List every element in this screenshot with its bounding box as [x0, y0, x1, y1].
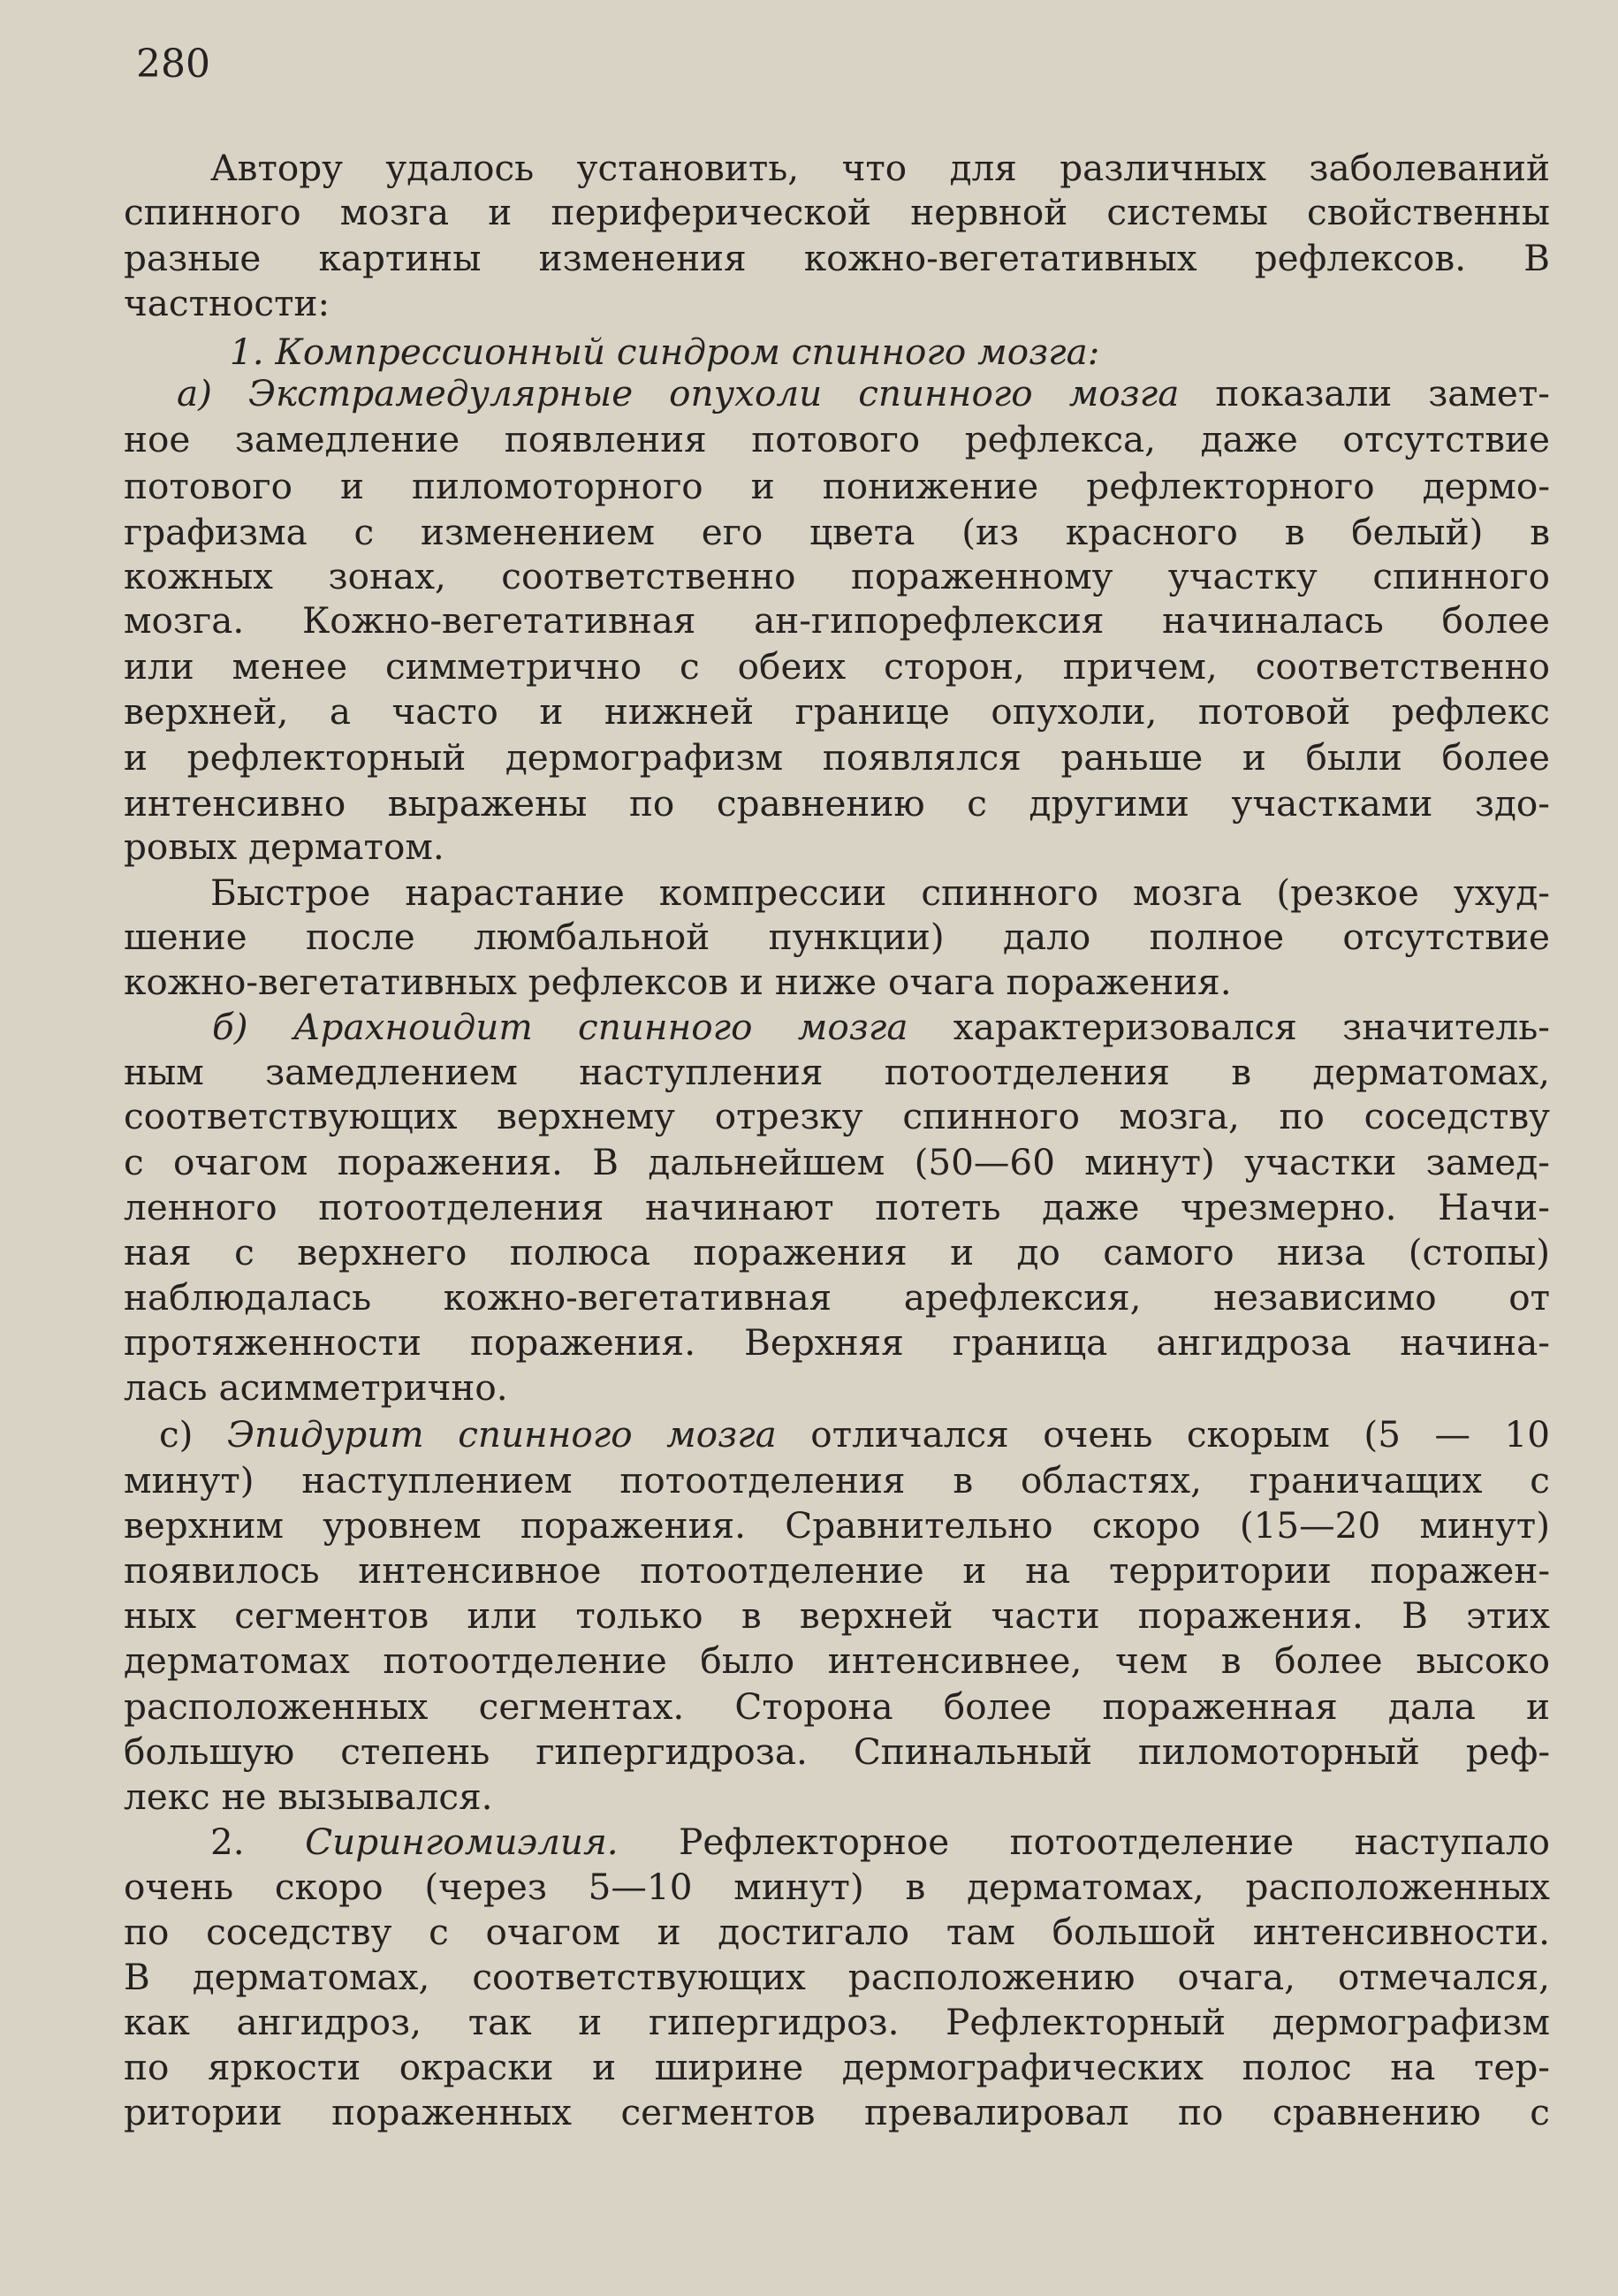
text-line: [124, 2044, 1550, 2090]
text-line: [124, 553, 1550, 599]
line-text: кожно-вегетативных рефлексов и ниже очага поражения.: [124, 961, 1232, 1003]
text-line: [124, 824, 463, 870]
page-number: 280: [136, 42, 210, 87]
text-line: [124, 1638, 1550, 1684]
line-text: наблюдалась кожно-вегетативная арефлексия, независимо от: [124, 1276, 1550, 1319]
text-line: [159, 1411, 1550, 1457]
text-line: [124, 1684, 1550, 1730]
line-text: ное замедление появления потового рефлекса, даже отсутствие: [124, 418, 1550, 460]
line-text: Автору удалось установить, что для различных заболеваний: [210, 147, 1550, 189]
text-line: [124, 280, 366, 326]
text-line: [124, 959, 1488, 1005]
line-text: 2.: [210, 1821, 306, 1863]
text-line: [124, 1729, 1550, 1775]
text-line: [124, 1184, 1550, 1230]
line-text: графизма с изменением его цвета (из красного в белый) в: [124, 511, 1550, 553]
line-text: с очагом поражения. В дальнейшем (50—60 минут) участки замед-: [124, 1141, 1550, 1183]
line-text: потового и пиломоторного и понижение рефлекторного дермо-: [124, 465, 1550, 507]
text-line: [210, 145, 1550, 191]
line-text: спинного мозга и периферической нервной системы свойственны: [124, 191, 1550, 233]
text-line: [124, 235, 1550, 281]
text-line: [124, 463, 1550, 509]
line-text: с): [159, 1413, 227, 1456]
text-line: [124, 734, 1550, 780]
line-text: шение после люмбальной пункции) дало полное отсутствие: [124, 916, 1550, 958]
line-text: мозга. Кожно-вегетативная ан-гипорефлексия начиналась более: [124, 599, 1550, 642]
italic-text: а) Экстрамедулярные опухоли спинного мозга: [177, 372, 1180, 414]
text-line: [124, 1502, 1550, 1548]
line-text: соответствующих верхнему отрезку спинного мозга, по соседству: [124, 1095, 1550, 1137]
text-line: [124, 1319, 1550, 1365]
line-text: ленного потоотделения начинают потеть даже чрезмерно. Начи-: [124, 1186, 1550, 1228]
line-text: В дерматомах, соответствующих расположению очага, отмечался,: [124, 1956, 1550, 1998]
line-text: интенсивно выражены по сравнению с другими участками здо-: [124, 782, 1550, 825]
line-text: и рефлекторный дермографизм появлялся раньше и были более: [124, 736, 1550, 779]
text-line: [124, 780, 1550, 826]
line-text: характеризовался значитель-: [908, 1006, 1550, 1048]
line-text: ным замедлением наступления потоотделения в дерматомах,: [124, 1051, 1550, 1093]
line-text: ных сегментов или только в верхней части поражения. В этих: [124, 1594, 1550, 1637]
line-text: Быстрое нарастание компрессии спинного мозга (резкое ухуд-: [210, 871, 1550, 914]
italic-text: б) Арахноидит спинного мозга: [212, 1006, 908, 1048]
text-line: [212, 1004, 1550, 1050]
line-text: верхней, а часто и нижней границе опухоли, потовой рефлекс: [124, 690, 1550, 733]
text-line: [124, 1457, 1550, 1503]
text-line: [124, 688, 1550, 734]
line-text: Рефлекторное потоотделение наступало: [618, 1821, 1551, 1863]
text-line: [124, 2089, 1550, 2135]
text-line: [124, 1864, 1550, 1910]
text-line: [124, 1274, 1550, 1320]
line-text: минут) наступлением потоотделения в областях, граничащих с: [124, 1459, 1550, 1502]
italic-text: 1. Компрессионный синдром спинного мозга:: [230, 331, 1100, 373]
line-text: большую степень гипергидроза. Спинальный пиломоторный реф-: [124, 1730, 1550, 1773]
text-line: [124, 1999, 1550, 2045]
text-line: [124, 1229, 1550, 1275]
line-text: по соседству с очагом и достигало там большой интенсивности.: [124, 1911, 1550, 1953]
line-text: частности:: [124, 282, 330, 324]
text-line: [124, 597, 1550, 643]
line-text: разные картины изменения кожно-вегетативных рефлексов. В: [124, 237, 1550, 279]
line-text: показали замет-: [1179, 372, 1550, 414]
text-line: [124, 189, 1550, 235]
line-text: или менее симметрично с обеих сторон, причем, соответственно: [124, 645, 1550, 688]
text-line: [124, 1774, 657, 1820]
line-text: ритории пораженных сегментов превалировал по сравнению с: [124, 2091, 1550, 2133]
text-line: [124, 1139, 1550, 1185]
line-text: как ангидроз, так и гипергидроз. Рефлекторный дермографизм: [124, 2001, 1550, 2043]
line-text: лекс не вызывался.: [124, 1775, 493, 1818]
line-text: отличался очень скорым (5 — 10: [776, 1413, 1550, 1456]
text-line: [124, 1049, 1550, 1095]
text-line: [210, 870, 1550, 916]
line-text: ровых дерматом.: [124, 825, 444, 868]
text-line: [124, 1954, 1550, 2000]
line-text: лась асимметрично.: [124, 1366, 508, 1409]
line-text: очень скоро (через 5—10 минут) в дерматомах, расположенных: [124, 1866, 1550, 1908]
text-line: [230, 329, 1232, 375]
text-line: [124, 509, 1550, 555]
text-line: [124, 1547, 1550, 1593]
line-text: по яркости окраски и ширине дермографических полос на тер-: [124, 2046, 1550, 2088]
text-line: [124, 1593, 1550, 1638]
text-line: [124, 1365, 560, 1410]
line-text: появилось интенсивное потоотделение и на территории поражен-: [124, 1549, 1550, 1592]
line-text: расположенных сегментах. Сторона более пораженная дала и: [124, 1685, 1550, 1728]
line-text: дерматомах потоотделение было интенсивнее, чем в более высоко: [124, 1639, 1550, 1682]
line-text: кожных зонах, соответственно пораженному участку спинного: [124, 555, 1550, 597]
line-text: протяженности поражения. Верхняя граница ангидроза начина-: [124, 1321, 1550, 1364]
line-text: верхним уровнем поражения. Сравнительно скоро (15—20 минут): [124, 1504, 1550, 1547]
text-line: [124, 1093, 1550, 1139]
italic-text: Сирингомиэлия.: [305, 1821, 619, 1863]
text-line: [124, 1909, 1550, 1955]
text-line: [124, 643, 1550, 689]
text-line: [177, 370, 1550, 416]
italic-text: Эпидурит спинного мозга: [226, 1413, 777, 1456]
text-line: [210, 1819, 1550, 1865]
line-text: ная с верхнего полюса поражения и до самого низа (стопы): [124, 1231, 1550, 1273]
text-line: [124, 914, 1550, 960]
text-line: [124, 416, 1550, 462]
